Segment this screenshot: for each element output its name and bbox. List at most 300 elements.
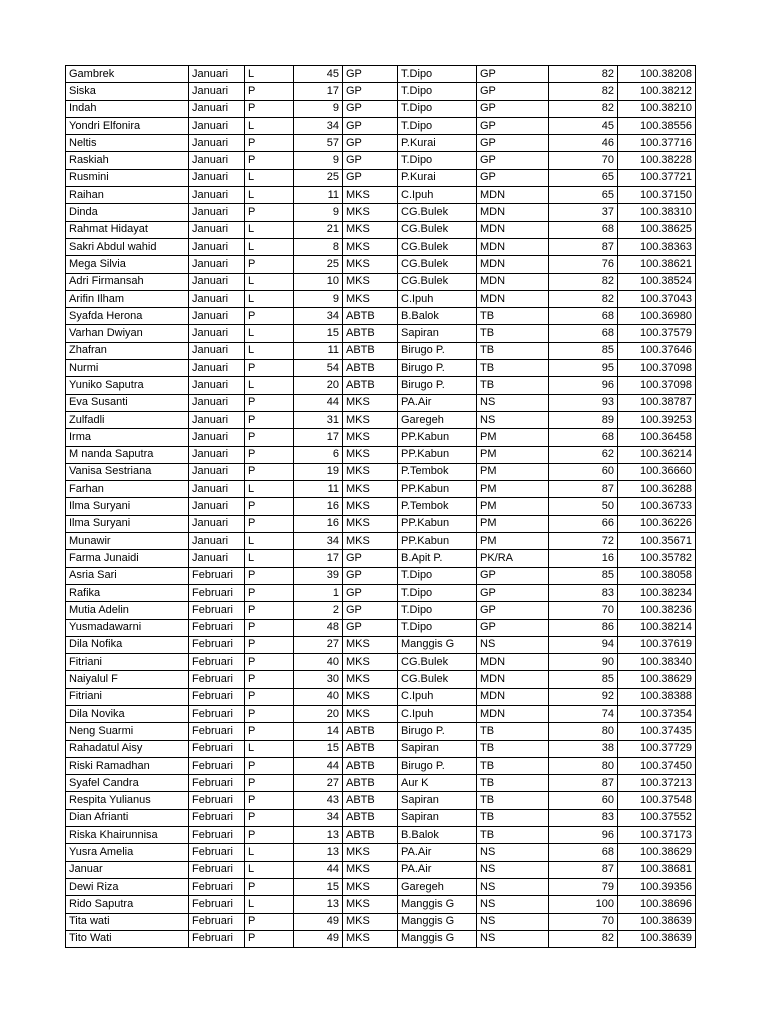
cell-longitude: 100.38214: [618, 619, 696, 636]
cell-gender: L: [245, 844, 294, 861]
cell-location: CG.Bulek: [398, 256, 477, 273]
cell-name: Sakri Abdul wahid: [66, 238, 189, 255]
cell-name: Syafel Candra: [66, 775, 189, 792]
cell-age: 15: [294, 740, 343, 757]
cell-gender: P: [245, 256, 294, 273]
cell-age: 11: [294, 342, 343, 359]
cell-longitude: 100.37729: [618, 740, 696, 757]
cell-agency: GP: [343, 83, 398, 100]
table-row: [66, 377, 696, 394]
data-table: [65, 65, 696, 948]
cell-score: 65: [549, 187, 618, 204]
cell-name: Rahmat Hidayat: [66, 221, 189, 238]
cell-location: B.Apit P.: [398, 550, 477, 567]
cell-longitude: 100.37646: [618, 342, 696, 359]
cell-age: 45: [294, 66, 343, 83]
cell-agency: GP: [343, 584, 398, 601]
cell-month: Februari: [189, 723, 245, 740]
cell-area: TB: [477, 723, 549, 740]
cell-agency: GP: [343, 117, 398, 134]
cell-area: NS: [477, 844, 549, 861]
cell-month: Januari: [189, 360, 245, 377]
cell-location: Sapiran: [398, 325, 477, 342]
cell-area: GP: [477, 584, 549, 601]
cell-age: 19: [294, 463, 343, 480]
cell-age: 10: [294, 273, 343, 290]
cell-area: MDN: [477, 688, 549, 705]
cell-gender: P: [245, 671, 294, 688]
cell-area: TB: [477, 360, 549, 377]
cell-location: PA.Air: [398, 394, 477, 411]
cell-longitude: 100.38639: [618, 913, 696, 930]
cell-name: Rusmini: [66, 169, 189, 186]
table-row: [66, 394, 696, 411]
cell-month: Januari: [189, 481, 245, 498]
cell-age: 17: [294, 429, 343, 446]
cell-longitude: 100.37098: [618, 360, 696, 377]
cell-area: PM: [477, 429, 549, 446]
cell-score: 60: [549, 792, 618, 809]
cell-longitude: 100.38340: [618, 654, 696, 671]
cell-name: Siska: [66, 83, 189, 100]
cell-location: PP.Kabun: [398, 446, 477, 463]
table-row: [66, 325, 696, 342]
cell-name: Mega Silvia: [66, 256, 189, 273]
table-row: [66, 878, 696, 895]
cell-location: T.Dipo: [398, 66, 477, 83]
cell-agency: ABTB: [343, 792, 398, 809]
cell-area: TB: [477, 809, 549, 826]
cell-month: Januari: [189, 429, 245, 446]
cell-gender: L: [245, 290, 294, 307]
cell-longitude: 100.37173: [618, 827, 696, 844]
cell-month: Februari: [189, 792, 245, 809]
cell-name: Nurmi: [66, 360, 189, 377]
cell-area: GP: [477, 602, 549, 619]
cell-month: Januari: [189, 273, 245, 290]
cell-month: Februari: [189, 740, 245, 757]
cell-area: PM: [477, 498, 549, 515]
cell-month: Januari: [189, 290, 245, 307]
cell-age: 30: [294, 671, 343, 688]
cell-longitude: 100.38210: [618, 100, 696, 117]
cell-month: Januari: [189, 221, 245, 238]
cell-longitude: 100.38310: [618, 204, 696, 221]
cell-age: 13: [294, 896, 343, 913]
cell-name: Farhan: [66, 481, 189, 498]
cell-month: Februari: [189, 809, 245, 826]
table-row: [66, 705, 696, 722]
cell-score: 83: [549, 809, 618, 826]
cell-gender: P: [245, 360, 294, 377]
cell-name: Farma Junaidi: [66, 550, 189, 567]
cell-gender: L: [245, 169, 294, 186]
cell-month: Februari: [189, 671, 245, 688]
cell-location: T.Dipo: [398, 584, 477, 601]
cell-location: Manggis G: [398, 913, 477, 930]
cell-longitude: 100.38556: [618, 117, 696, 134]
cell-gender: L: [245, 187, 294, 204]
cell-longitude: 100.37716: [618, 135, 696, 152]
cell-name: Irma: [66, 429, 189, 446]
cell-gender: L: [245, 66, 294, 83]
cell-month: Januari: [189, 446, 245, 463]
cell-location: P.Kurai: [398, 135, 477, 152]
cell-area: NS: [477, 636, 549, 653]
cell-agency: MKS: [343, 515, 398, 532]
cell-gender: P: [245, 152, 294, 169]
cell-longitude: 100.38234: [618, 584, 696, 601]
cell-name: Raskiah: [66, 152, 189, 169]
cell-longitude: 100.38621: [618, 256, 696, 273]
cell-gender: P: [245, 705, 294, 722]
cell-name: Riska Khairunnisa: [66, 827, 189, 844]
cell-age: 17: [294, 550, 343, 567]
cell-location: Birugo P.: [398, 377, 477, 394]
cell-gender: P: [245, 498, 294, 515]
cell-age: 43: [294, 792, 343, 809]
cell-agency: MKS: [343, 238, 398, 255]
cell-longitude: 100.38524: [618, 273, 696, 290]
cell-month: Januari: [189, 463, 245, 480]
cell-agency: ABTB: [343, 775, 398, 792]
cell-month: Januari: [189, 377, 245, 394]
cell-score: 82: [549, 66, 618, 83]
cell-age: 44: [294, 394, 343, 411]
table-row: [66, 290, 696, 307]
table-row: [66, 654, 696, 671]
cell-location: PA.Air: [398, 844, 477, 861]
cell-score: 68: [549, 844, 618, 861]
table-row: [66, 446, 696, 463]
cell-area: TB: [477, 377, 549, 394]
table-row: [66, 809, 696, 826]
cell-area: MDN: [477, 204, 549, 221]
cell-month: Januari: [189, 238, 245, 255]
cell-gender: P: [245, 654, 294, 671]
cell-longitude: 100.37721: [618, 169, 696, 186]
cell-month: Januari: [189, 515, 245, 532]
cell-agency: MKS: [343, 896, 398, 913]
cell-longitude: 100.38629: [618, 671, 696, 688]
cell-agency: GP: [343, 567, 398, 584]
cell-longitude: 100.38787: [618, 394, 696, 411]
cell-name: Rahadatul Aisy: [66, 740, 189, 757]
cell-area: TB: [477, 740, 549, 757]
cell-name: Rido Saputra: [66, 896, 189, 913]
cell-score: 70: [549, 913, 618, 930]
cell-month: Januari: [189, 117, 245, 134]
cell-agency: GP: [343, 100, 398, 117]
cell-month: Februari: [189, 913, 245, 930]
cell-location: T.Dipo: [398, 83, 477, 100]
cell-gender: P: [245, 827, 294, 844]
table-row: [66, 100, 696, 117]
cell-age: 20: [294, 705, 343, 722]
cell-gender: P: [245, 584, 294, 601]
cell-longitude: 100.37043: [618, 290, 696, 307]
cell-score: 87: [549, 775, 618, 792]
table-row: [66, 584, 696, 601]
cell-gender: P: [245, 930, 294, 947]
cell-area: TB: [477, 308, 549, 325]
cell-longitude: 100.35782: [618, 550, 696, 567]
cell-longitude: 100.37098: [618, 377, 696, 394]
cell-score: 68: [549, 325, 618, 342]
cell-area: GP: [477, 100, 549, 117]
cell-location: PP.Kabun: [398, 481, 477, 498]
cell-month: Januari: [189, 169, 245, 186]
cell-agency: MKS: [343, 256, 398, 273]
cell-name: Raihan: [66, 187, 189, 204]
cell-location: C.Ipuh: [398, 688, 477, 705]
cell-age: 6: [294, 446, 343, 463]
cell-location: Sapiran: [398, 809, 477, 826]
cell-month: Januari: [189, 394, 245, 411]
cell-score: 68: [549, 221, 618, 238]
cell-area: PM: [477, 463, 549, 480]
cell-area: TB: [477, 792, 549, 809]
cell-area: PM: [477, 515, 549, 532]
table-row: [66, 238, 696, 255]
table-row: [66, 636, 696, 653]
cell-area: NS: [477, 878, 549, 895]
table-row: [66, 429, 696, 446]
cell-age: 2: [294, 602, 343, 619]
cell-location: Sapiran: [398, 792, 477, 809]
cell-score: 82: [549, 83, 618, 100]
cell-agency: ABTB: [343, 377, 398, 394]
cell-agency: MKS: [343, 221, 398, 238]
cell-longitude: 100.36660: [618, 463, 696, 480]
cell-agency: ABTB: [343, 723, 398, 740]
cell-name: Varhan Dwiyan: [66, 325, 189, 342]
cell-score: 66: [549, 515, 618, 532]
cell-longitude: 100.37213: [618, 775, 696, 792]
cell-location: B.Balok: [398, 308, 477, 325]
cell-longitude: 100.39356: [618, 878, 696, 895]
cell-gender: P: [245, 204, 294, 221]
table-row: [66, 515, 696, 532]
cell-name: Eva Susanti: [66, 394, 189, 411]
cell-agency: GP: [343, 550, 398, 567]
cell-area: NS: [477, 930, 549, 947]
cell-name: Mutia Adelin: [66, 602, 189, 619]
cell-area: MDN: [477, 256, 549, 273]
cell-score: 83: [549, 584, 618, 601]
cell-location: T.Dipo: [398, 619, 477, 636]
cell-month: Januari: [189, 342, 245, 359]
cell-month: Februari: [189, 896, 245, 913]
cell-longitude: 100.38212: [618, 83, 696, 100]
cell-age: 40: [294, 688, 343, 705]
cell-name: Fitriani: [66, 654, 189, 671]
cell-longitude: 100.38363: [618, 238, 696, 255]
cell-age: 25: [294, 256, 343, 273]
cell-gender: P: [245, 878, 294, 895]
cell-area: PM: [477, 446, 549, 463]
cell-longitude: 100.38696: [618, 896, 696, 913]
cell-month: Januari: [189, 498, 245, 515]
cell-month: Januari: [189, 100, 245, 117]
cell-score: 96: [549, 827, 618, 844]
cell-agency: GP: [343, 619, 398, 636]
cell-agency: MKS: [343, 930, 398, 947]
cell-score: 86: [549, 619, 618, 636]
table-row: [66, 498, 696, 515]
cell-month: Februari: [189, 619, 245, 636]
cell-month: Februari: [189, 705, 245, 722]
cell-age: 9: [294, 290, 343, 307]
table-row: [66, 308, 696, 325]
cell-month: Februari: [189, 636, 245, 653]
cell-age: 34: [294, 308, 343, 325]
cell-month: Februari: [189, 861, 245, 878]
cell-gender: P: [245, 411, 294, 428]
cell-age: 49: [294, 913, 343, 930]
cell-name: Adri Firmansah: [66, 273, 189, 290]
cell-month: Januari: [189, 533, 245, 550]
cell-location: T.Dipo: [398, 602, 477, 619]
cell-age: 40: [294, 654, 343, 671]
cell-longitude: 100.38388: [618, 688, 696, 705]
cell-month: Januari: [189, 411, 245, 428]
cell-month: Januari: [189, 325, 245, 342]
cell-name: Zhafran: [66, 342, 189, 359]
cell-age: 1: [294, 584, 343, 601]
cell-longitude: 100.37619: [618, 636, 696, 653]
cell-age: 31: [294, 411, 343, 428]
cell-location: Birugo P.: [398, 342, 477, 359]
cell-month: Februari: [189, 757, 245, 774]
cell-area: NS: [477, 861, 549, 878]
cell-gender: P: [245, 515, 294, 532]
table-row: [66, 844, 696, 861]
cell-agency: MKS: [343, 498, 398, 515]
cell-location: PP.Kabun: [398, 533, 477, 550]
cell-score: 94: [549, 636, 618, 653]
cell-area: MDN: [477, 221, 549, 238]
cell-score: 38: [549, 740, 618, 757]
cell-agency: GP: [343, 602, 398, 619]
cell-area: TB: [477, 325, 549, 342]
table-row: [66, 256, 696, 273]
cell-name: Tita wati: [66, 913, 189, 930]
cell-longitude: 100.38058: [618, 567, 696, 584]
cell-score: 79: [549, 878, 618, 895]
cell-age: 16: [294, 515, 343, 532]
cell-agency: ABTB: [343, 325, 398, 342]
cell-age: 9: [294, 204, 343, 221]
cell-age: 25: [294, 169, 343, 186]
cell-agency: MKS: [343, 705, 398, 722]
cell-score: 100: [549, 896, 618, 913]
cell-age: 27: [294, 775, 343, 792]
cell-age: 34: [294, 533, 343, 550]
table-row: [66, 169, 696, 186]
table-row: [66, 861, 696, 878]
cell-area: MDN: [477, 290, 549, 307]
cell-location: P.Kurai: [398, 169, 477, 186]
cell-score: 65: [549, 169, 618, 186]
cell-agency: MKS: [343, 688, 398, 705]
cell-location: C.Ipuh: [398, 705, 477, 722]
cell-month: Februari: [189, 878, 245, 895]
cell-age: 44: [294, 757, 343, 774]
table-row: [66, 723, 696, 740]
cell-score: 85: [549, 671, 618, 688]
table-body: [66, 66, 696, 948]
cell-location: T.Dipo: [398, 100, 477, 117]
cell-name: Januar: [66, 861, 189, 878]
cell-longitude: 100.39253: [618, 411, 696, 428]
cell-location: CG.Bulek: [398, 238, 477, 255]
cell-score: 74: [549, 705, 618, 722]
cell-gender: P: [245, 602, 294, 619]
cell-gender: P: [245, 567, 294, 584]
cell-age: 13: [294, 827, 343, 844]
cell-age: 34: [294, 117, 343, 134]
cell-gender: L: [245, 273, 294, 290]
cell-area: MDN: [477, 238, 549, 255]
cell-gender: L: [245, 533, 294, 550]
cell-name: Yondri Elfonira: [66, 117, 189, 134]
cell-gender: L: [245, 325, 294, 342]
cell-name: Vanisa Sestriana: [66, 463, 189, 480]
cell-month: Februari: [189, 827, 245, 844]
cell-agency: MKS: [343, 844, 398, 861]
table-row: [66, 360, 696, 377]
cell-score: 85: [549, 567, 618, 584]
cell-name: Neng Suarmi: [66, 723, 189, 740]
cell-score: 72: [549, 533, 618, 550]
cell-score: 62: [549, 446, 618, 463]
table-row: [66, 913, 696, 930]
cell-name: Dila Nofika: [66, 636, 189, 653]
cell-location: Birugo P.: [398, 757, 477, 774]
cell-location: Garegeh: [398, 411, 477, 428]
cell-gender: P: [245, 394, 294, 411]
table-row: [66, 775, 696, 792]
cell-agency: ABTB: [343, 342, 398, 359]
cell-longitude: 100.35671: [618, 533, 696, 550]
cell-gender: P: [245, 463, 294, 480]
cell-age: 9: [294, 152, 343, 169]
cell-name: Tito Wati: [66, 930, 189, 947]
cell-age: 15: [294, 325, 343, 342]
cell-month: Februari: [189, 688, 245, 705]
cell-location: CG.Bulek: [398, 671, 477, 688]
cell-age: 44: [294, 861, 343, 878]
cell-age: 21: [294, 221, 343, 238]
cell-month: Januari: [189, 135, 245, 152]
cell-score: 70: [549, 602, 618, 619]
cell-agency: MKS: [343, 533, 398, 550]
table-row: [66, 740, 696, 757]
table-row: [66, 152, 696, 169]
cell-score: 90: [549, 654, 618, 671]
cell-longitude: 100.38236: [618, 602, 696, 619]
cell-gender: L: [245, 377, 294, 394]
cell-location: CG.Bulek: [398, 273, 477, 290]
cell-name: Riski Ramadhan: [66, 757, 189, 774]
cell-month: Januari: [189, 256, 245, 273]
cell-gender: L: [245, 117, 294, 134]
cell-name: Zulfadli: [66, 411, 189, 428]
cell-area: MDN: [477, 273, 549, 290]
cell-name: Ilma Suryani: [66, 515, 189, 532]
cell-longitude: 100.38629: [618, 844, 696, 861]
